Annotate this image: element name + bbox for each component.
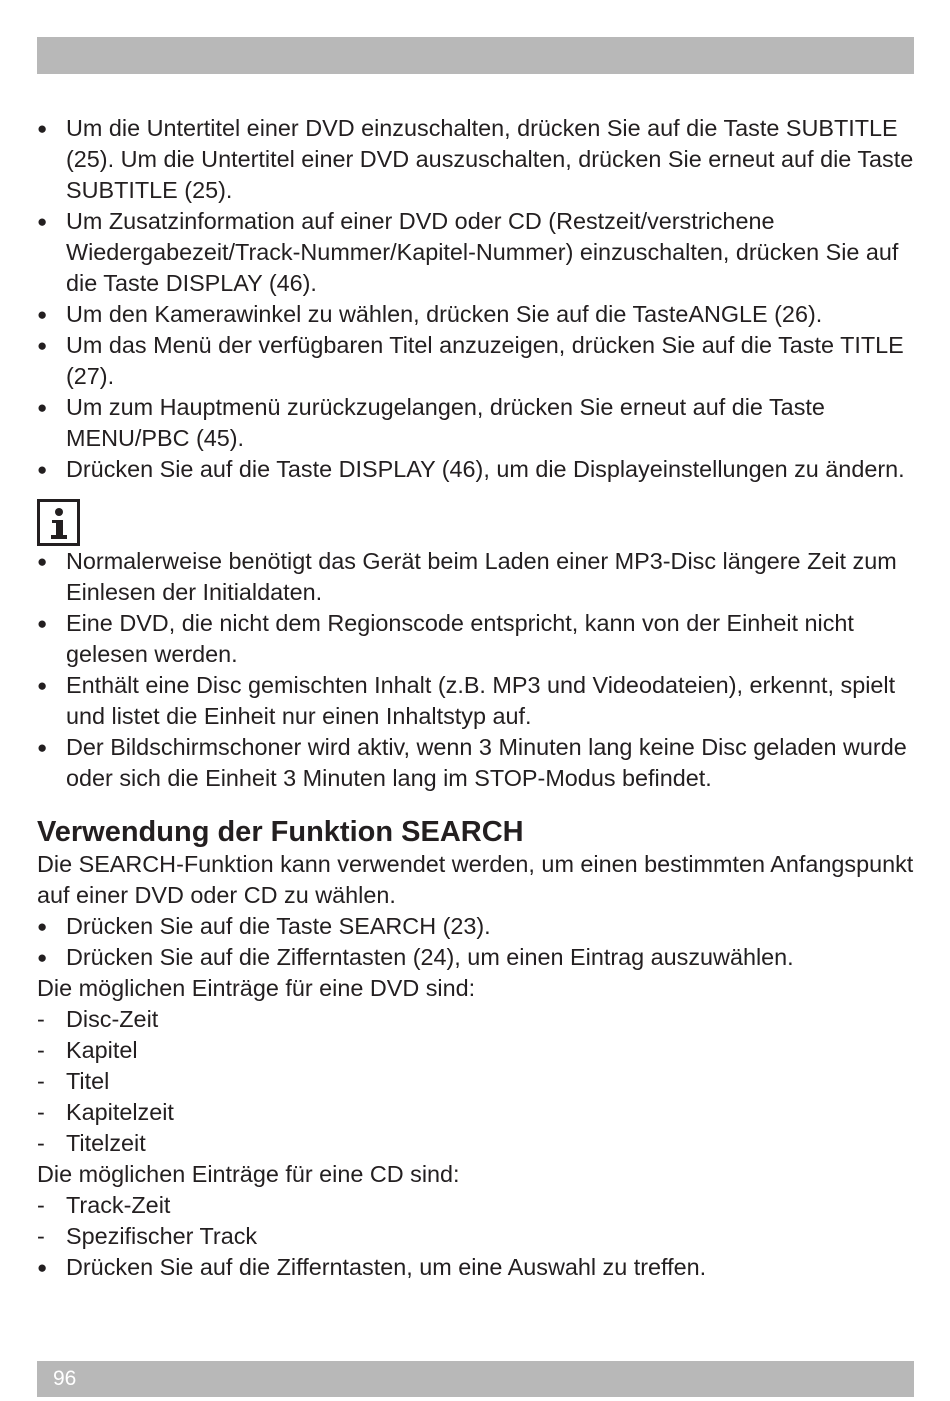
list-item: - Kapitelzeit: [37, 1097, 917, 1128]
list-item: ● Drücken Sie auf die Zifferntasten (24), um einen Eintrag auszuwählen.: [37, 942, 917, 973]
list-item: ● Drücken Sie auf die Zifferntasten, um eine Auswahl zu treffen.: [37, 1252, 917, 1283]
page-content: [37, 113, 917, 1283]
list-item: ● Eine DVD, die nicht dem Regionscode entspricht, kann von der Einheit nicht gelesen werden.: [37, 608, 917, 670]
list-item: ● Um den Kamerawinkel zu wählen, drücken Sie auf die TasteANGLE (26).: [37, 299, 917, 330]
note-bullet-list: [37, 546, 917, 794]
footer-bar: [37, 1361, 914, 1397]
final-step-list: [37, 1252, 917, 1283]
list-item: ● Enthält eine Disc gemischten Inhalt (z.B. MP3 und Videodateien), erkennt, spielt und listet die Einheit nur einen Inhaltstyp auf.: [37, 670, 917, 732]
list-item: ● Drücken Sie auf die Taste DISPLAY (46), um die Displayeinstellungen zu ändern.: [37, 454, 917, 485]
list-item: ● Der Bildschirmschoner wird aktiv, wenn 3 Minuten lang keine Disc geladen wurde oder sich die Einheit 3 Minuten lang im STOP-Modus befindet.: [37, 732, 917, 794]
list-item: ● Um die Untertitel einer DVD einzuschalten, drücken Sie auf die Taste SUBTITLE (25). Um die Untertitel einer DVD auszuschalten, drücken Sie erneut auf die Taste SUBTITLE (25).: [37, 113, 917, 206]
section-intro: Die SEARCH-Funktion kann verwendet werden, um einen bestimmten Anfangspunkt auf einer DVD oder CD zu wählen.: [37, 851, 914, 908]
list-item: - Kapitel: [37, 1035, 917, 1066]
header-bar: [37, 37, 914, 74]
info-icon: [37, 499, 80, 546]
cd-entries-list: [37, 1190, 917, 1252]
list-item: - Spezifischer Track: [37, 1221, 917, 1252]
list-item: - Titel: [37, 1066, 917, 1097]
dvd-entries-list: [37, 1004, 917, 1159]
search-steps-list: [37, 911, 917, 973]
list-item: - Disc-Zeit: [37, 1004, 917, 1035]
list-item: ● Drücken Sie auf die Taste SEARCH (23).: [37, 911, 917, 942]
intro-bullet-list: [37, 113, 917, 485]
section-heading: Verwendung der Funktion SEARCH: [37, 816, 524, 848]
cd-entries-label: Die möglichen Einträge für eine CD sind:: [37, 1161, 460, 1187]
list-item: ● Normalerweise benötigt das Gerät beim Laden einer MP3-Disc längere Zeit zum Einlesen der Initialdaten.: [37, 546, 917, 608]
list-item: ● Um zum Hauptmenü zurückzugelangen, drücken Sie erneut auf die Taste MENU/PBC (45).: [37, 392, 917, 454]
list-item: ● Um das Menü der verfügbaren Titel anzuzeigen, drücken Sie auf die Taste TITLE (27).: [37, 330, 917, 392]
list-item: - Titelzeit: [37, 1128, 917, 1159]
list-item: - Track-Zeit: [37, 1190, 917, 1221]
list-item: ● Um Zusatzinformation auf einer DVD oder CD (Restzeit/verstrichene Wiedergabezeit/Track-Nummer/Kapitel-Nummer) einzuschalten, drücken Sie auf die Taste DISPLAY (46).: [37, 206, 917, 299]
page-number: 96: [53, 1367, 77, 1390]
dvd-entries-label: Die möglichen Einträge für eine DVD sind:: [37, 975, 476, 1001]
